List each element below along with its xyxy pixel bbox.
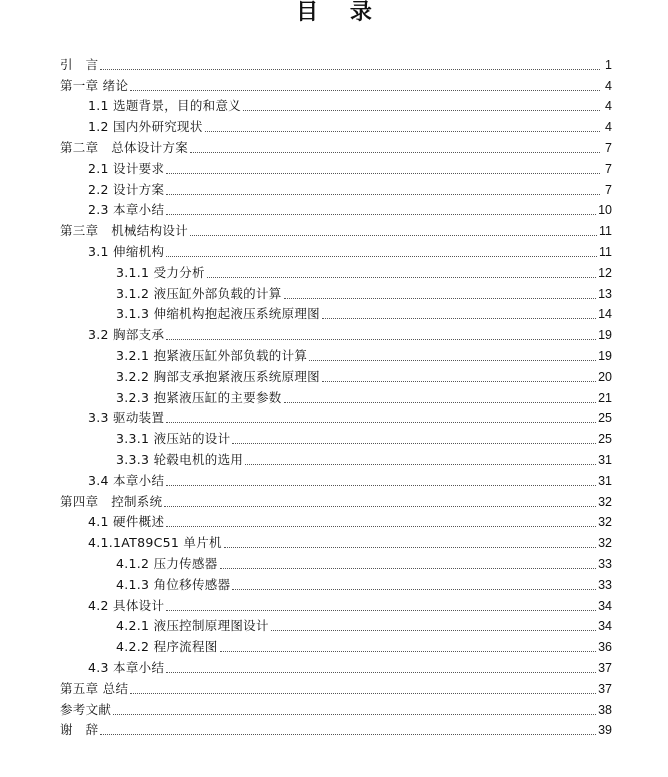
toc-entry[interactable]: [0, 364, 668, 385]
dot-leader: [166, 173, 600, 174]
toc-entry-label: 4.2.2 程序流程图: [116, 639, 218, 655]
toc-entry-page: 39: [598, 723, 612, 738]
toc-entry[interactable]: [0, 489, 668, 510]
toc-entry-label: 3.3.3 轮毂电机的选用: [116, 451, 244, 467]
toc-entry-label: 2.1 设计要求: [88, 160, 165, 176]
toc-entry-label: 4.1.1AT89C51 单片机: [88, 535, 222, 551]
toc-entry-label: 1.1 选题背景，目的和意义: [88, 98, 242, 114]
toc-entry-label: 3.2.2 胸部支承抱紧液压系统原理图: [116, 368, 320, 384]
toc-entry-label: 3.2.1 抱紧液压缸外部负载的计算: [116, 347, 308, 363]
dot-leader: [166, 526, 596, 527]
toc-entry-page: 1: [605, 57, 612, 72]
toc-entry-label: 3.2 胸部支承: [88, 327, 165, 343]
toc-entry-page: 32: [598, 536, 612, 551]
toc-entry-page: 13: [598, 286, 612, 301]
toc-entry[interactable]: [0, 510, 668, 531]
toc-entry[interactable]: [0, 468, 668, 489]
toc-entry[interactable]: [0, 322, 668, 343]
dot-leader: [245, 464, 596, 465]
toc-entry[interactable]: [0, 447, 668, 468]
toc-entry-page: 31: [598, 473, 612, 488]
toc-entry-page: 7: [605, 182, 612, 197]
toc-entry-page: 25: [598, 411, 612, 426]
dot-leader: [205, 131, 600, 132]
toc-entry[interactable]: [0, 135, 668, 156]
toc-entry-page: 32: [598, 515, 612, 530]
dot-leader: [243, 110, 600, 111]
dot-leader: [166, 672, 596, 673]
dot-leader: [166, 422, 596, 423]
toc-entry[interactable]: [0, 634, 668, 655]
dot-leader: [166, 485, 596, 486]
table-of-contents: [0, 52, 668, 738]
toc-entry-label: 引 言: [60, 56, 99, 72]
page-title: 目 录: [296, 0, 384, 25]
toc-entry[interactable]: [0, 260, 668, 281]
toc-entry-page: 12: [598, 265, 612, 280]
toc-entry-page: 14: [598, 307, 612, 322]
toc-entry[interactable]: [0, 239, 668, 260]
dot-leader: [284, 402, 597, 403]
dot-leader: [113, 714, 596, 715]
toc-entry-page: 19: [598, 348, 612, 363]
toc-entry-label: 4.1.2 压力传感器: [116, 555, 218, 571]
toc-entry[interactable]: [0, 551, 668, 572]
toc-entry-label: 4.1 硬件概述: [88, 514, 165, 530]
dot-leader: [190, 152, 600, 153]
dot-leader: [220, 568, 597, 569]
toc-entry-page: 4: [605, 99, 612, 114]
toc-entry[interactable]: [0, 156, 668, 177]
dot-leader: [271, 630, 596, 631]
dot-leader: [207, 277, 596, 278]
toc-entry[interactable]: [0, 406, 668, 427]
dot-leader: [166, 339, 596, 340]
toc-entry[interactable]: [0, 218, 668, 239]
toc-entry-page: 21: [598, 390, 612, 405]
toc-entry-label: 3.2.3 抱紧液压缸的主要参数: [116, 389, 282, 405]
toc-entry-label: 3.3 驱动装置: [88, 410, 165, 426]
toc-entry[interactable]: [0, 177, 668, 198]
toc-entry-page: 19: [598, 328, 612, 343]
toc-entry-label: 第四章 控制系统: [60, 493, 163, 509]
toc-entry-page: 34: [598, 598, 612, 613]
dot-leader: [284, 298, 597, 299]
toc-entry[interactable]: [0, 302, 668, 323]
dot-leader: [130, 693, 596, 694]
toc-entry[interactable]: [0, 655, 668, 676]
dot-leader: [224, 547, 596, 548]
toc-entry[interactable]: [0, 281, 668, 302]
toc-entry-page: 7: [605, 161, 612, 176]
toc-entry-label: 参考文献: [60, 701, 112, 717]
dot-leader: [130, 90, 600, 91]
dot-leader: [309, 360, 596, 361]
dot-leader: [190, 235, 597, 236]
toc-entry[interactable]: [0, 718, 668, 739]
toc-entry-page: 7: [605, 140, 612, 155]
toc-entry-page: 31: [598, 452, 612, 467]
dot-leader: [232, 443, 596, 444]
dot-leader: [100, 69, 600, 70]
toc-entry-page: 11: [599, 224, 612, 239]
toc-entry[interactable]: [0, 593, 668, 614]
toc-entry-page: 33: [598, 556, 612, 571]
dot-leader: [166, 256, 597, 257]
toc-entry-label: 谢 辞: [60, 722, 99, 738]
toc-entry-label: 3.1.3 伸缩机构抱起液压系统原理图: [116, 306, 320, 322]
toc-entry-label: 第五章 总结: [60, 680, 129, 696]
toc-entry-label: 3.3.1 液压站的设计: [116, 431, 231, 447]
toc-entry-page: 38: [598, 702, 612, 717]
dot-leader: [322, 318, 596, 319]
toc-entry[interactable]: [0, 614, 668, 635]
toc-entry[interactable]: [0, 114, 668, 135]
dot-leader: [100, 734, 596, 735]
dot-leader: [220, 651, 597, 652]
toc-entry-label: 2.3 本章小结: [88, 202, 165, 218]
dot-leader: [164, 506, 596, 507]
toc-entry-page: 4: [605, 78, 612, 93]
toc-entry-label: 3.1.1 受力分析: [116, 264, 205, 280]
dot-leader: [322, 381, 596, 382]
toc-entry[interactable]: [0, 73, 668, 94]
toc-entry-label: 2.2 设计方案: [88, 181, 165, 197]
toc-entry-label: 3.4 本章小结: [88, 472, 165, 488]
toc-entry-label: 3.1 伸缩机构: [88, 243, 165, 259]
toc-entry-page: 25: [598, 432, 612, 447]
toc-entry-label: 第一章 绪论: [60, 77, 129, 93]
toc-entry[interactable]: [0, 94, 668, 115]
toc-entry[interactable]: [0, 676, 668, 697]
toc-entry-page: 10: [598, 203, 612, 218]
toc-entry[interactable]: [0, 572, 668, 593]
dot-leader: [166, 610, 596, 611]
toc-entry-label: 4.1.3 角位移传感器: [116, 576, 231, 592]
toc-entry-label: 3.1.2 液压缸外部负载的计算: [116, 285, 282, 301]
toc-entry-label: 4.2.1 液压控制原理图设计: [116, 618, 269, 634]
toc-entry[interactable]: [0, 52, 668, 73]
toc-entry-page: 4: [605, 120, 612, 135]
toc-entry-page: 36: [598, 640, 612, 655]
toc-entry[interactable]: [0, 530, 668, 551]
toc-entry-label: 1.2 国内外研究现状: [88, 119, 203, 135]
toc-entry-label: 第二章 总体设计方案: [60, 139, 189, 155]
toc-entry[interactable]: [0, 426, 668, 447]
dot-leader: [166, 194, 600, 195]
toc-entry-page: 37: [598, 681, 612, 696]
toc-entry-label: 4.2 具体设计: [88, 597, 165, 613]
toc-entry-page: 11: [599, 244, 612, 259]
dot-leader: [166, 214, 596, 215]
toc-entry-page: 33: [598, 577, 612, 592]
toc-entry[interactable]: [0, 343, 668, 364]
toc-entry-page: 34: [598, 619, 612, 634]
toc-entry-page: 32: [598, 494, 612, 509]
toc-entry-page: 20: [598, 369, 612, 384]
toc-entry[interactable]: [0, 697, 668, 718]
toc-entry-label: 4.3 本章小结: [88, 659, 165, 675]
toc-entry[interactable]: [0, 385, 668, 406]
dot-leader: [232, 589, 596, 590]
toc-entry-label: 第三章 机械结构设计: [60, 223, 189, 239]
toc-entry-page: 37: [598, 660, 612, 675]
toc-entry[interactable]: [0, 198, 668, 219]
